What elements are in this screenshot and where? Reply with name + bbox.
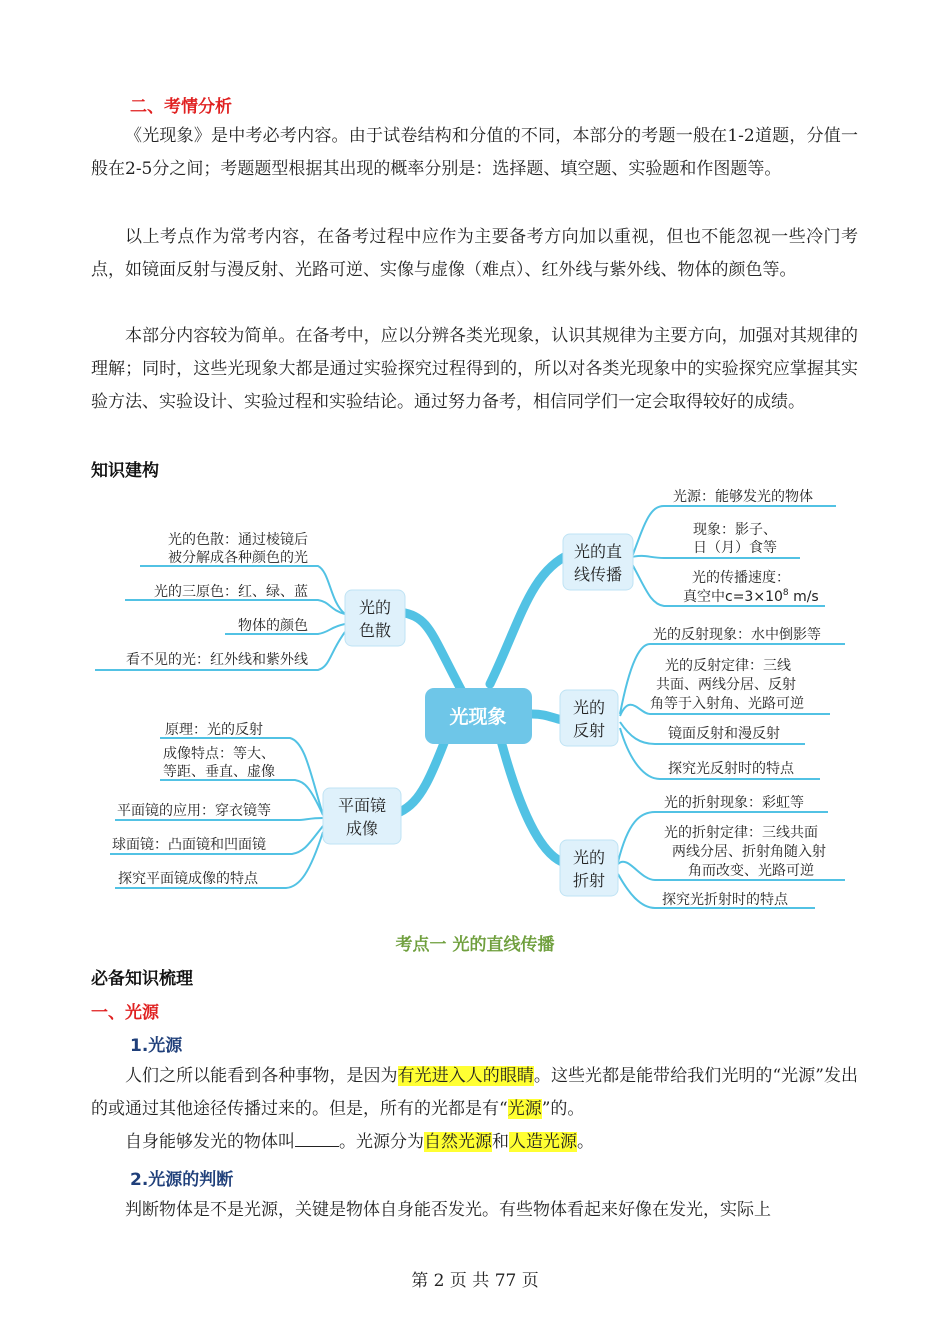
section-title-analysis: 二、考情分析 [130,97,232,117]
text-run: 。这些光都是能带给我们光明的“光源”发出的或通过其他途径传播过来的。但是，所有的光都是有“ [91,1066,859,1119]
leaf-text: 光的色散：通过棱镜后 [168,532,308,548]
leaf-text: 角等于入射角、光路可逆 [650,696,804,712]
branch-line-straight [490,554,570,684]
leaf-text: 光的传播速度： [692,570,790,586]
leaf-text: 光的三原色：红、绿、蓝 [154,584,308,600]
highlight-text: 人造光源 [509,1132,577,1152]
light-source-paragraph-1 [91,1060,858,1126]
leaf-text: 探究平面镜成像的特点 [118,871,258,887]
leaf-text: 等距、垂直、虚像 [163,764,275,780]
leaf-text: 现象：影子、 [693,522,777,538]
leaf-text: 成像特点：等大、 [163,746,275,762]
leaf-text: 球面镜：凸面镜和凹面镜 [112,837,266,853]
section-title-light-source: 一、光源 [91,1003,159,1023]
leaf-text: 看不见的光：红外线和紫外线 [126,652,308,668]
judgement-paragraph: 判断物体是不是光源，关键是物体自身能否发光。有些物体看起来好像在发光，实际上 [125,1200,771,1220]
leaf-text: 角而改变、光路可逆 [688,863,814,879]
leaf-text: 探究光折射时的特点 [662,892,788,908]
branch-label-line: 反射 [572,721,606,740]
text-run: 。 [577,1132,594,1152]
subsection-title-judgement: 2.光源的判断 [130,1170,234,1190]
leaf-text: 光的折射定律：三线共面 [664,825,818,841]
leaf-text: 光的折射现象：彩虹等 [664,795,804,811]
analysis-paragraph-2: 以上考点作为常考内容，在备考过程中应作为主要备考方向加以重视，但也不能忽视一些冷门考点，如镜面反射与漫反射、光路可逆、实像与虚像（难点）、红外线与紫外线、物体的颜色等。 [91,227,858,280]
branch-line-reflection [532,714,562,720]
branch-line-dispersion [400,612,465,697]
text-run: 。光源分为 [339,1132,424,1152]
fill-in-blank[interactable] [295,1128,339,1147]
page-footer: 第 2 页 共 77 页 [411,1271,539,1291]
leaf-text: 光的反射定律：三线 [665,658,791,674]
text-run: 自身能够发光的物体叫 [125,1132,295,1152]
leaf-text: 镜面反射和漫反射 [668,726,780,742]
leaf-text: 真空中$c=3\times 10^8$ m/s [683,588,819,605]
leaf-line [125,600,345,614]
knowledge-structure-title: 知识建构 [91,461,159,481]
branch-label-line: 光的 [358,598,392,617]
light-source-paragraph-2 [91,1126,858,1159]
branch-label-line: 光的直 [573,542,623,561]
leaf-text: 光的反射现象：水中倒影等 [653,627,821,643]
mind-map [0,482,950,912]
analysis-paragraph-3: 本部分内容较为简单。在备考中，应以分辨各类光现象，认识其规律为主要方向，加强对其规律的理解；同时，这些光现象大都是通过实验探究过程得到的，所以对各类光现象中的实验探究应掌握其实验方法、实验设计、实验过程和实验结论。通过努力备考，相信同学们一定会取得较好的成绩。 [91,326,858,412]
highlight-text: 自然光源 [424,1132,492,1152]
kaodian-title: 考点一 光的直线传播 [395,935,555,955]
leaf-text: 两线分居、折射角随入射 [672,844,826,860]
highlight-text: 光源 [507,1099,542,1119]
branch-label-line: 色散 [358,621,392,640]
highlight-text: 有光进入人的眼睛 [397,1066,534,1086]
branch-label-line: 线传播 [573,565,623,584]
subsection-title-light-source: 1.光源 [130,1036,183,1056]
leaf-text: 原理：光的反射 [165,722,263,738]
leaf-line [632,556,800,558]
text-run: 和 [492,1132,509,1152]
branch-label-line: 光的 [572,848,606,867]
leaf-text: 平面镜的应用：穿衣镜等 [117,803,271,819]
analysis-paragraph-1: 《光现象》是中考必考内容。由于试卷结构和分值的不同，本部分的考题一般在1-2道题，分值一般在2-5分之间；考题题型根据其出现的概率分别是：选择题、填空题、实验题和作图题等。 [91,126,858,179]
text-run: 人们之所以能看到各种事物，是因为 [125,1066,398,1086]
center-node-label: 光现象 [449,706,507,728]
leaf-text: 物体的颜色 [238,618,308,634]
branch-label-line: 成像 [345,819,379,838]
leaf-text: 日（月）食等 [693,540,777,556]
leaf-text: 共面、两线分居、反射 [656,677,796,693]
branch-label-line: 光的 [572,698,606,717]
text-run: ”的。 [541,1099,585,1119]
leaf-text: 光源：能够发光的物体 [673,489,813,505]
prep-title: 必备知识梳理 [91,969,193,989]
branch-label-line: 平面镜 [337,796,387,815]
branch-label-line: 折射 [572,871,606,890]
leaf-text: 被分解成各种颜色的光 [168,550,308,566]
leaf-text: 探究光反射时的特点 [668,761,794,777]
branch-line-refraction [500,737,562,862]
